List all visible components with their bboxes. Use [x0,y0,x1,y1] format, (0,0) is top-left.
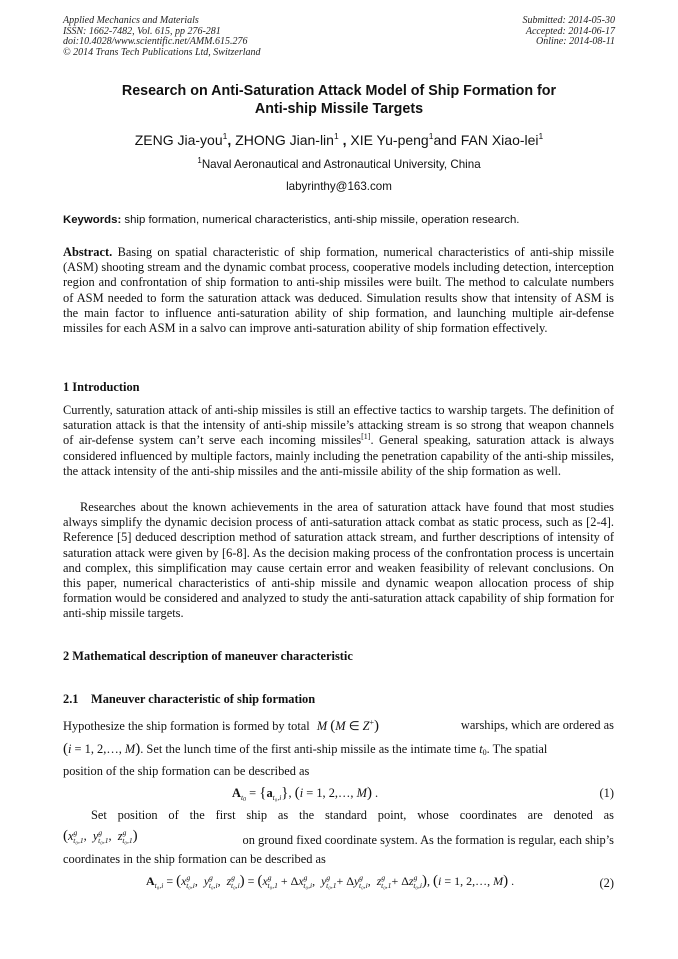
body-line [63,742,547,757]
formula-M: M (M ∈ Z+) [316,718,380,735]
author-affil-mark: 1 [333,131,339,141]
citation-ref: [1] [361,432,371,442]
body-line: Set position of the first ship as the standard point, whose coordinates are denoted as [91,808,614,822]
body-line: position of the ship formation can be described as [63,764,310,778]
body-line: coordinates in the ship formation can be described as [63,852,326,866]
formula-first-ship-coords: ($x^g_{t_0,1}$, $y^g_{t_0,1}$, $z^g_{t_0,1}$) [63,828,138,845]
line-text: . The spatial [486,742,548,756]
affiliation-text: Naval Aeronautical and Astronautical University, China [201,158,481,171]
equation-2: $A_{t_0,i} = (x^g_{t_0,i}$, $y^g_{t_0,i}$, $z^g_{t_0,i}) = (x^g_{t_0,1} + \Delta x^g_{t_0,i}$, $y^g_{t_0,1}+ \Delta y^g_{t_0,i}$, $z^g_{t_0,1}+ \Delta z^g_{t_0,i}$), (i = 1, 2,…, M) . [146,873,515,890]
line-text: on ground fixed coordinate system. As the formation is regular, each ship’s [242,833,614,847]
line-text: warships, which are ordered as [460,718,614,732]
submitted-date: Submitted: 2014-05-30 [522,15,615,26]
journal-name: Applied Mechanics and Materials [63,15,199,26]
submission-dates [523,16,616,48]
time-symbol: t [479,742,483,756]
subsection-title: Maneuver characteristic of ship formation [91,692,316,706]
journal-issn: ISSN: 1662-7482, Vol. 615, pp 276-281 [63,25,221,37]
line-text: Hypothesize the ship formation is formed by total [63,719,310,734]
affiliation [40,158,638,171]
accepted-date: Accepted: 2014-06-17 [525,25,615,37]
author-affil-mark: 1 [428,131,434,141]
journal-info [63,16,261,58]
paper-title [60,82,618,118]
line-text: . Set the lunch time of the first anti-ship missile as the intimate time [140,742,477,756]
journal-doi: doi:10.4028/www.scientific.net/AMM.615.276 [63,36,248,48]
body-line [63,718,614,734]
equation-1: $A_{t0} = \{a_{t_0,i}\}$, (i = 1, 2,…, M) . [232,785,379,803]
author-name: ZHONG Jian-lin [235,132,334,148]
subsection-heading [63,692,315,707]
author-list: ZENG Jia-you$^1$, ZHONG Jian-lin$^1$ , XIE Yu-peng$^1$and FAN Xiao-lei$^1$ [134,131,544,148]
abstract-label: Abstract. [63,245,113,259]
author-affil-mark: 1 [538,131,544,141]
title-line-2: Anti-ship Missile Targets [254,101,424,117]
section-heading: 2 Mathematical description of maneuver characteristic [63,649,353,663]
journal-copyright: © 2014 Trans Tech Publications Ltd, Switzerland [63,46,261,58]
paragraph-text: Currently, saturation attack of anti-ship missiles is still an effective tactics to warship targets. The definition of saturation attack is that the intensity of anti-ship missile’s attacking stream is so strong that weapon channels of air-defense system can’t serve each incoming missiles [63,403,614,448]
author-email: labyrinthy@163.com [286,180,392,193]
author-name: XIE Yu-peng [350,132,429,148]
affiliation-mark: 1 [197,156,202,165]
author-name: FAN Xiao-lei [460,132,539,148]
paragraph-text: . General speaking, saturation attack is always considered influenced by multiple factors, mainly including the penetration capability of the anti-ship missiles, the attack intensity of the anti-ship missiles and the anti-missile ability of the ship formation as well. [63,433,614,478]
body-line [63,828,614,847]
section-heading: 1 Introduction [63,380,140,394]
equation-number: (1) [599,786,614,800]
intro-paragraph-2: Researches about the known achievements in the area of saturation attack have found that most studies always simplify the dynamic decision process of anti-saturation attack combat as static process, such as [2-4]. Reference [5] deduced description method of saturation attack stream, and further descriptions of intensity of saturation attack were given by [6-8]. As the decision making process of the confrontation process is uncertain and complex, this simplification may cause certain error and weaken feasibility of relevant conclusions. On this paper, numerical characteristics of anti-ship missile and dynamic weapon allocation process of ship formation would be considered and analyzed to study the anti-saturation attack capability of ship formation for anti-ship missile targets. [63,500,614,621]
keywords [63,214,623,226]
time-subscript: 0 [482,748,487,757]
formula-index: (i = 1, 2,…, M) [63,741,141,757]
keywords-text: ship formation, numerical characteristics, anti-ship missile, operation research. [124,214,520,226]
subsection-number: 2.1 [63,692,79,706]
equation-number: (2) [599,876,614,890]
keywords-label: Keywords: [63,214,122,226]
abstract-text: Basing on spatial characteristic of ship formation, numerical characteristics of anti-ship missile (ASM) shooting stream and the dynamic combat process, cooperative models including detection, interception region and confrontation of ship formation to anti-ship missiles were built. The method to calculate numbers of ASM needed to form the saturation attack was deduced. Simulation results show that intensity of ASM is the main factor to influence anti-saturation ability of ship formation, and launching multiple air-defense missiles for each ASM in a salvo can improve anti-saturation ability of ship formation effectively. [63,245,614,336]
online-date: Online: 2014-08-11 [536,36,615,48]
title-line-1: Research on Anti-Saturation Attack Model of Ship Formation for [121,83,557,99]
intro-paragraph-1 [63,403,614,479]
abstract [63,245,614,336]
author-name: ZENG Jia-you [134,132,223,148]
author-affil-mark: 1 [222,131,228,141]
